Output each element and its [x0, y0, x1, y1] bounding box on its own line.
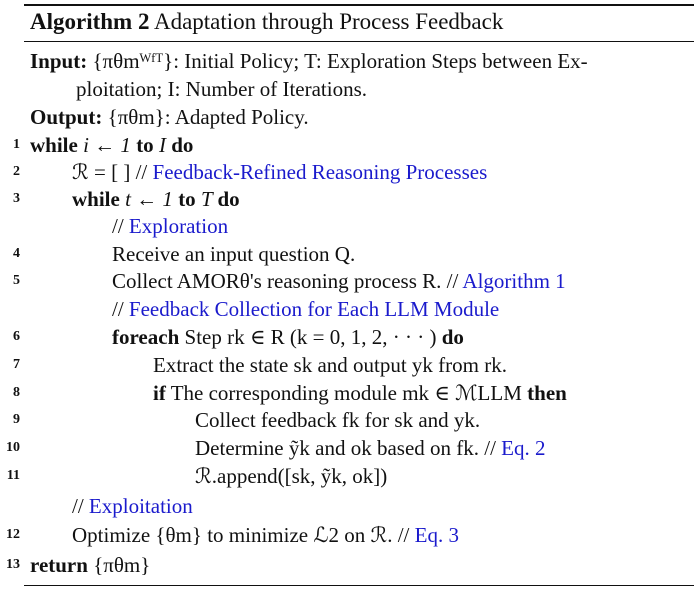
header-rule [24, 41, 694, 42]
code-text: Step rk ∈ R (k = 0, 1, 2, · · · ) [179, 325, 442, 349]
code-text: Optimize {θm} to minimize ℒ2 on ℛ. // [72, 523, 410, 547]
keyword: foreach [112, 325, 180, 349]
output-label: Output: [30, 105, 103, 129]
code-text: Collect feedback fk for sk and yk. [195, 408, 481, 432]
line-number: 4 [13, 246, 20, 261]
output-text: {πθm}: Adapted Policy. [107, 105, 309, 129]
algorithm-label: Algorithm 2 [30, 9, 150, 34]
comment-text: Eq. 3 [414, 523, 459, 547]
code-text: Extract the state sk and output yk from rk. [153, 353, 507, 377]
code-text: I [153, 133, 172, 157]
comment-text: Exploration [128, 214, 229, 238]
code-text: i ← 1 [77, 133, 137, 157]
keyword: return [30, 553, 88, 577]
comment-text: Feedback-Refined Reasoning Processes [152, 160, 488, 184]
code-text: The corresponding module mk ∈ ℳLLM [165, 381, 528, 405]
keyword: do [441, 325, 464, 349]
line-number: 3 [13, 191, 20, 206]
keyword: to [178, 187, 196, 211]
comment-text: Feedback Collection for Each LLM Module [128, 297, 500, 321]
keyword: while [72, 187, 120, 211]
code-text: Receive an input question Q. [112, 242, 356, 266]
code-text: ℛ.append([sk, ỹk, ok]) [195, 464, 388, 488]
line-number: 9 [13, 412, 20, 427]
top-rule [24, 4, 694, 6]
line-number: 1 [13, 137, 20, 152]
line-number: 5 [13, 273, 20, 288]
line-number: 6 [13, 329, 20, 344]
keyword: do [217, 187, 240, 211]
line-number: 2 [13, 164, 20, 179]
line-number: 12 [6, 527, 20, 542]
keyword: if [153, 381, 166, 405]
keyword: to [136, 133, 154, 157]
input-text-1: {πθmᵂᶠᵀ}: Initial Policy; T: Exploration Steps between Ex- [92, 49, 588, 73]
code-text: // [112, 214, 124, 238]
line-number: 10 [6, 440, 20, 455]
input-label: Input: [30, 49, 88, 73]
code-text: T [195, 187, 218, 211]
line-number: 7 [13, 357, 20, 372]
keyword: then [527, 381, 567, 405]
bottom-rule [24, 585, 694, 586]
input-text-2: ploitation; I: Number of Iterations. [76, 77, 368, 101]
code-text: {πθm} [87, 553, 151, 577]
algorithm-caption: Adaptation through Process Feedback [153, 9, 504, 34]
comment-text: Eq. 2 [501, 436, 546, 460]
comment-text: Algorithm 1 [462, 269, 566, 293]
keyword: do [171, 133, 194, 157]
algorithm-title [30, 7, 503, 37]
code-text: // [72, 494, 84, 518]
code-text: Determine ỹk and ok based on fk. // [195, 436, 496, 460]
keyword: while [30, 133, 78, 157]
code-text: Collect AMORθ's reasoning process R. // [112, 269, 459, 293]
line-number: 13 [6, 557, 20, 572]
line-number: 8 [13, 385, 20, 400]
line-number: 11 [6, 468, 20, 483]
comment-text: Exploitation [88, 494, 193, 518]
code-text: // [112, 297, 124, 321]
code-text: t ← 1 [119, 187, 179, 211]
code-text: ℛ = [ ] // [72, 160, 148, 184]
